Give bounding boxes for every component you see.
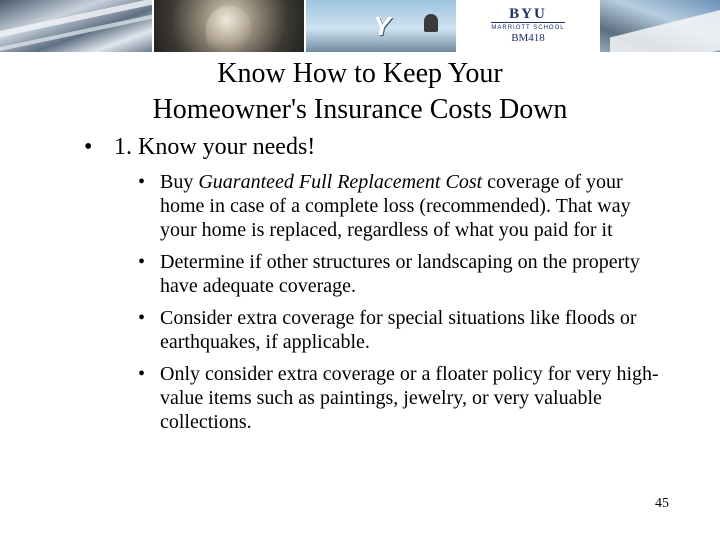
sub-bullet-1-text-a: Buy [160, 171, 199, 193]
building-roof [610, 3, 720, 52]
main-bullet-text: 1. Know your needs! [114, 134, 316, 160]
page-number: 45 [655, 496, 669, 511]
banner-photo-statue [154, 0, 304, 52]
sub-bullet-4: • Only consider extra coverage or a floater policy for very high-value items such as paintings, jewelry, or very valuable collections. [138, 362, 664, 434]
sub-bullet-2: • Determine if other structures or landscaping on the property have adequate coverage. [138, 250, 664, 298]
banner-photo-metal [0, 0, 152, 52]
course-code: BM418 [511, 32, 545, 44]
byu-logo [458, 0, 598, 52]
main-bullet [84, 132, 664, 434]
title-line-2: Homeowner's Insurance Costs Down [152, 94, 568, 125]
mountain-y-icon: Y [373, 11, 391, 41]
logo-sub-text: MARRIOTT SCHOOL [491, 22, 564, 32]
title-line-1: Know How to Keep Your [217, 58, 503, 89]
slide-title [60, 56, 660, 128]
sub-bullet-1-italic: Guaranteed Full Replacement Cost [198, 171, 483, 193]
sub-bullet-1 [138, 170, 664, 242]
sub-bullet-1-text-b: coverage of your home in case of a complete loss (recommended). That way your home is replaced, regardless of what you paid for it [160, 171, 631, 241]
header-banner [0, 0, 720, 54]
statue-bust [206, 6, 252, 52]
sub-bullet-3: • Consider extra coverage for special situations like floods or earthquakes, if applicable. [138, 306, 664, 354]
bell-icon [424, 14, 438, 32]
bullet-list [84, 132, 664, 442]
banner-photo-building [600, 0, 720, 52]
banner-photo-mountain [306, 0, 456, 52]
logo-main-text: BYU [509, 6, 547, 22]
sub-bullet-list [138, 170, 664, 434]
